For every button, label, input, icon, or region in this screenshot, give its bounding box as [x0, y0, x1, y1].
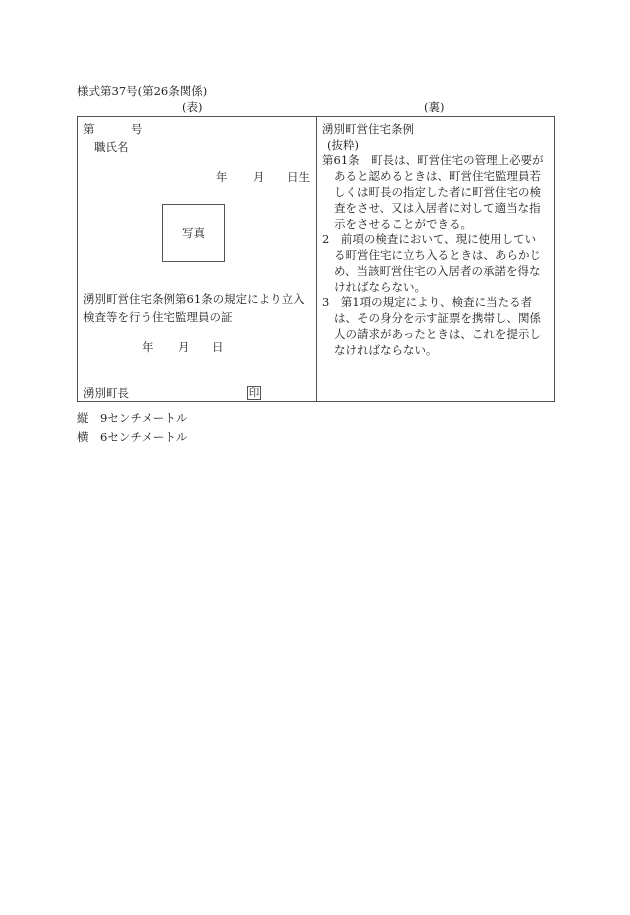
photo-label: 写真: [182, 226, 205, 240]
form-title: 様式第37号(第26条関係): [77, 84, 208, 98]
back-line: (抜粋): [327, 138, 359, 152]
back-line: め、当該町営住宅の入居者の承諾を得な: [334, 264, 541, 278]
back-line: なければならない。: [334, 343, 438, 357]
certificate-text-line-2: 検査等を行う住宅監理員の証: [83, 310, 233, 324]
birth-day-label: 日生: [287, 170, 310, 184]
back-line: 2 前項の検査において、現に使用してい: [322, 232, 537, 246]
back-line: ければならない。: [334, 280, 426, 294]
birth-year-label: 年: [216, 170, 228, 184]
card-back: [317, 117, 554, 401]
back-line: は、その身分を示す証票を携帯し、関係: [334, 311, 541, 325]
horizontal-dimension: 横 6センチメートル: [77, 430, 188, 444]
photo-placeholder: [162, 204, 225, 262]
back-line: 示をさせることができる。: [334, 217, 472, 231]
number-suffix: 号: [131, 122, 143, 136]
back-side-label: (裏): [424, 100, 445, 114]
issuer-label: 湧別町長: [83, 386, 129, 400]
back-line: あると認めるときは、町営住宅監理員若: [334, 169, 541, 183]
issue-year-label: 年: [142, 340, 154, 354]
back-line: しくは町長の指定した者に町営住宅の検: [334, 185, 541, 199]
vertical-dimension: 縦 9センチメートル: [77, 411, 188, 425]
back-line: 人の請求があったときは、これを提示し: [334, 327, 541, 341]
back-line: 査をさせ、又は入居者に対して適当な指: [334, 201, 541, 215]
birth-month-label: 月: [253, 170, 265, 184]
title-name-label: 職氏名: [94, 140, 129, 154]
id-card-table: [77, 116, 555, 402]
front-side-label: (表): [182, 100, 203, 114]
certificate-text-line-1: 湧別町営住宅条例第61条の規定により立入: [83, 292, 305, 306]
back-line: 3 第1項の規定により、検査に当たる者: [322, 295, 533, 309]
card-front: [78, 117, 316, 401]
back-line: 第61条 町長は、町営住宅の管理上必要が: [322, 153, 544, 167]
issue-month-label: 月: [178, 340, 190, 354]
number-prefix: 第: [83, 122, 95, 136]
issue-day-label: 日: [212, 340, 224, 354]
seal-mark: 印: [248, 386, 260, 399]
back-line: 湧別町営住宅条例: [322, 122, 414, 136]
back-line: る町営住宅に立ち入るときは、あらかじ: [334, 248, 541, 262]
